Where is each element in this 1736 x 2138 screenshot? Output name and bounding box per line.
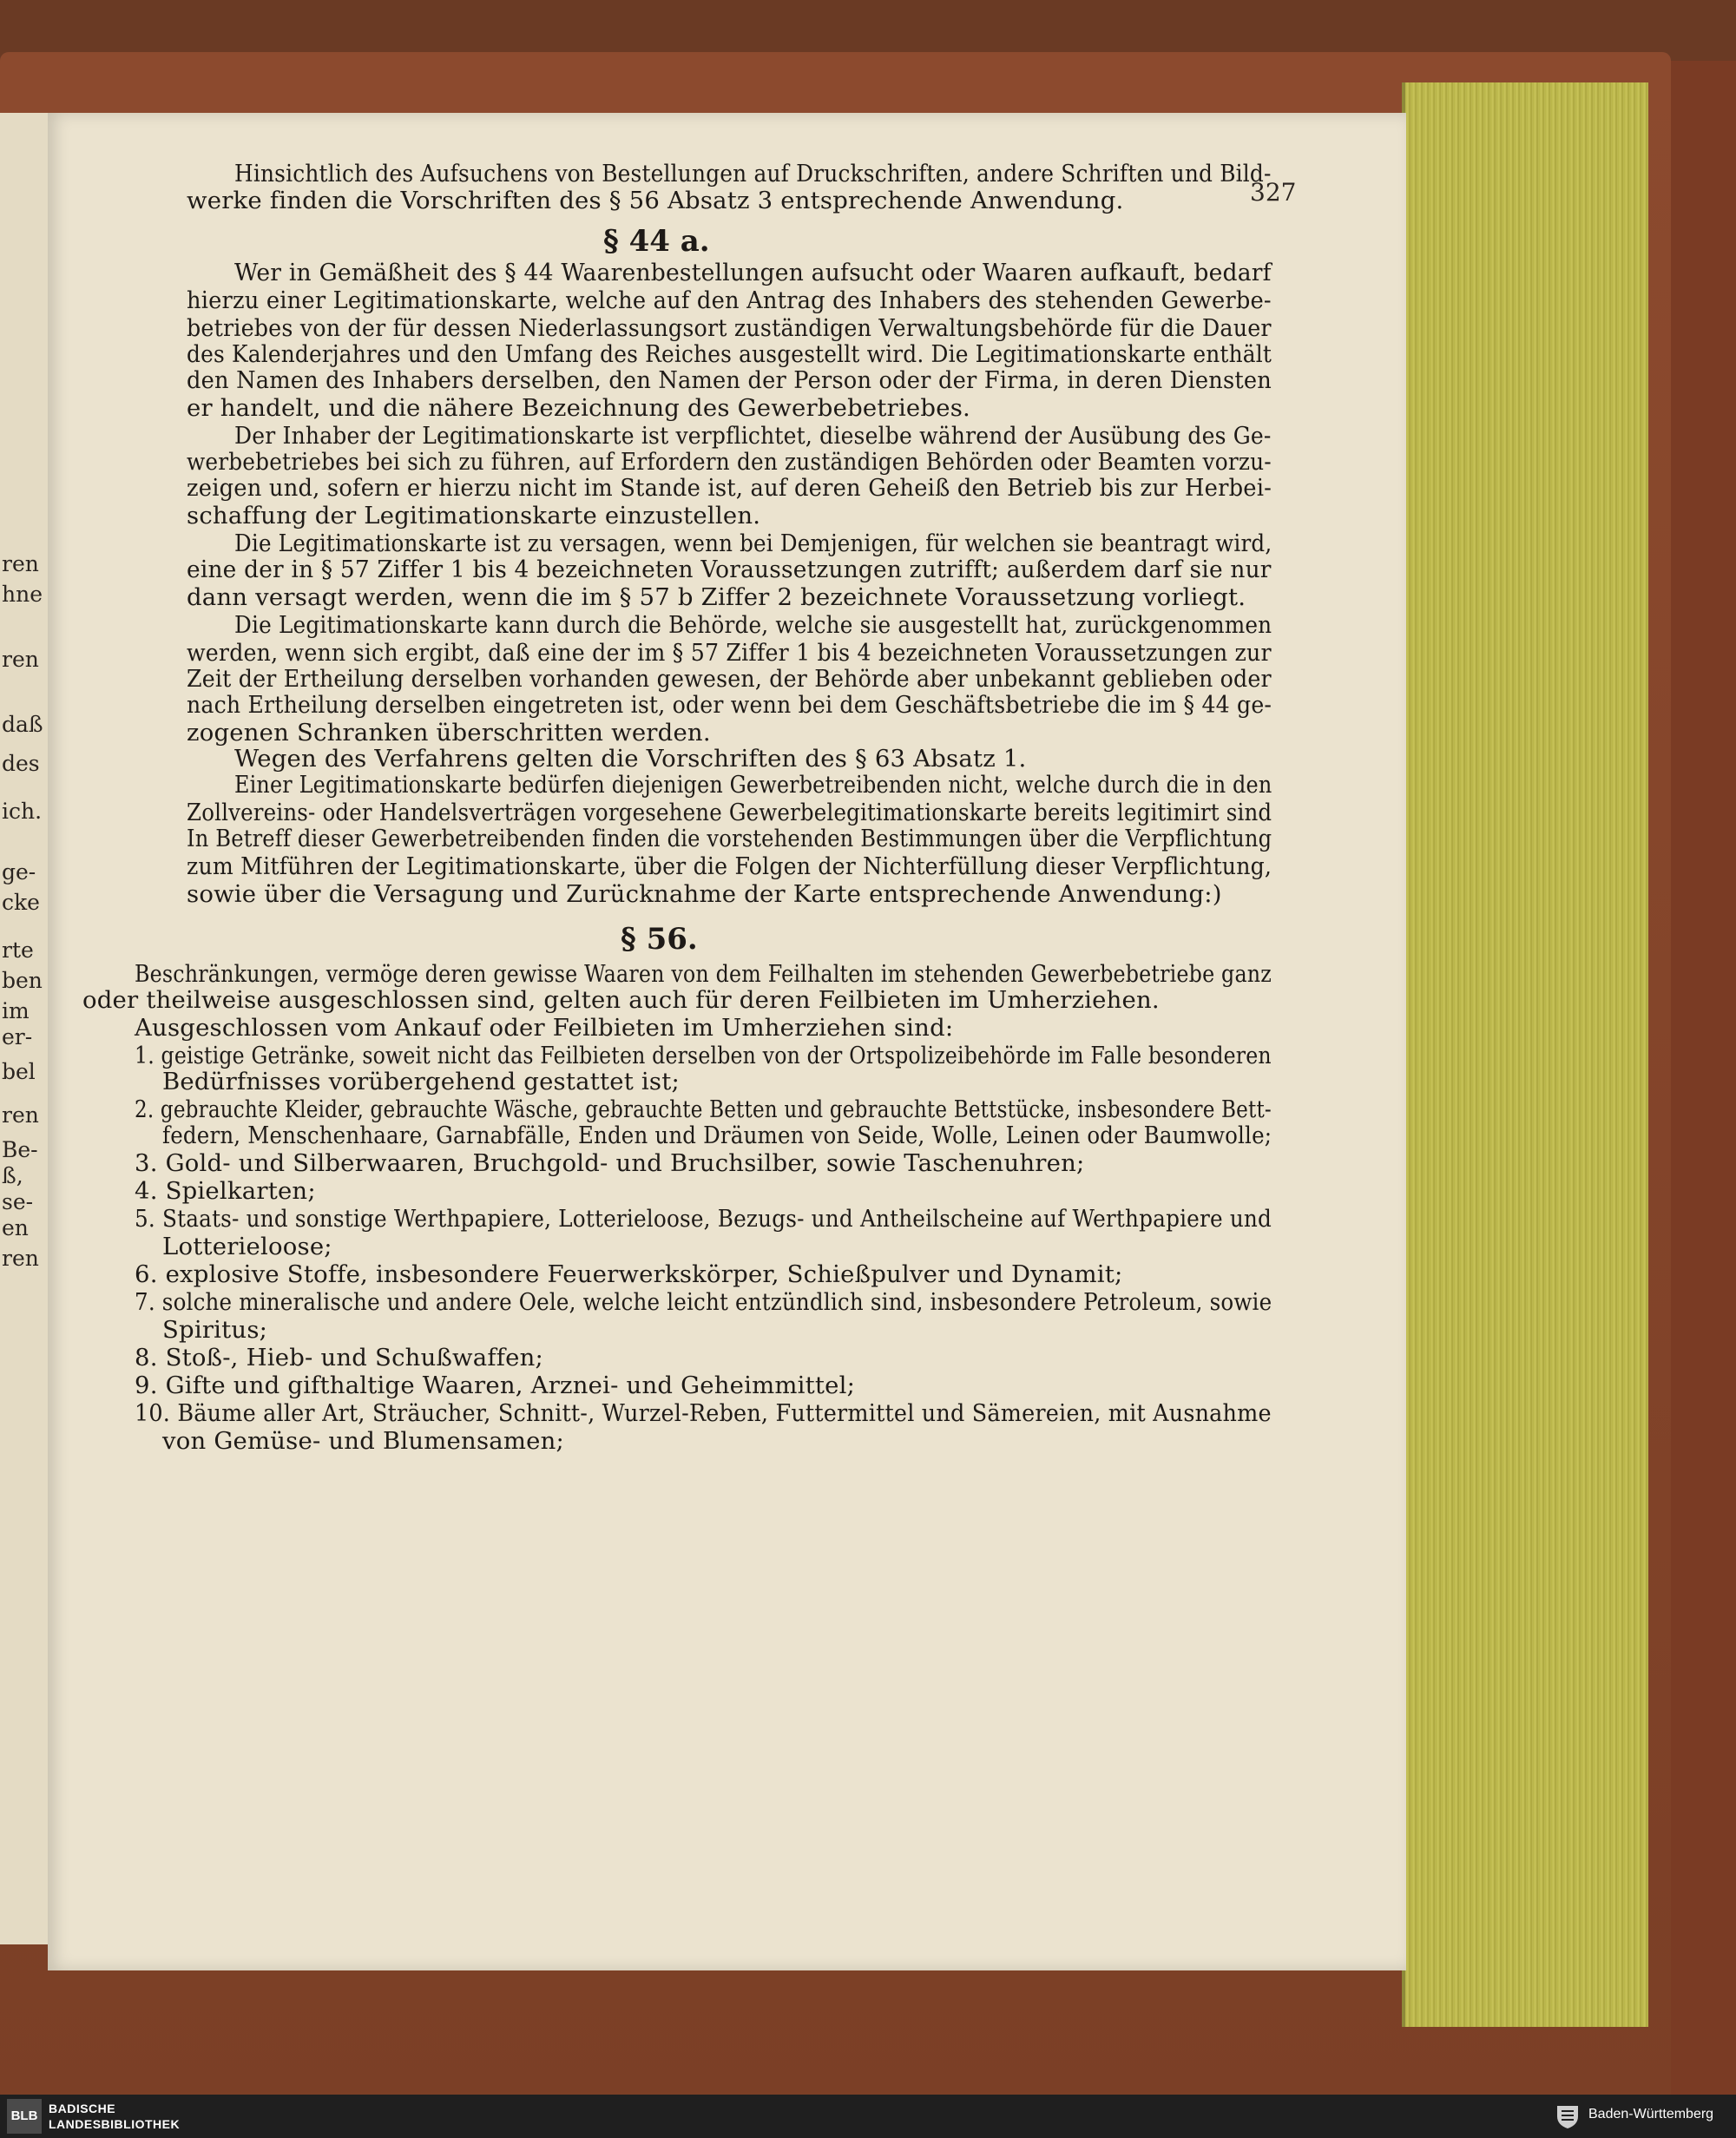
text-line: Zollvereins- oder Handelsverträgen vorgesehene Gewerbelegitimationskarte bereits legitimirt sind: [187, 799, 1272, 826]
state-name: Baden-Württemberg: [1588, 2107, 1714, 2122]
section-heading-44a: § 44 a.: [603, 224, 710, 259]
left-page-fragment: rte: [2, 937, 34, 963]
left-page-fragment: Be-: [2, 1137, 38, 1162]
left-page-fragment: ren: [2, 647, 39, 672]
text-line: des Kalenderjahres und den Umfang des Reiches ausgestellt wird. Die Legitimationskarte enthält: [187, 340, 1272, 368]
list-item: 7. solche mineralische und andere Oele, welche leicht entzündlich sind, insbesondere Petroleum, sowie: [135, 1288, 1272, 1316]
left-page-fragment: bel: [2, 1059, 36, 1084]
list-item: 8. Stoß-, Hieb- und Schußwaffen;: [135, 1344, 543, 1372]
left-page-fragment: ren: [2, 551, 39, 576]
left-page-fragment: ren: [2, 1246, 39, 1271]
list-item: 2. gebrauchte Kleider, gebrauchte Wäsche, gebrauchte Betten und gebrauchte Bettstücke, insbesondere Bett-: [135, 1095, 1272, 1123]
scanned-page: [48, 113, 1406, 1970]
list-item: 4. Spielkarten;: [135, 1177, 316, 1205]
text-line: zogenen Schranken überschritten werden.: [187, 719, 711, 747]
text-line: Hinsichtlich des Aufsuchens von Bestellungen auf Druckschriften, andere Schriften und Bild-: [234, 160, 1272, 187]
text-line: eine der in § 57 Ziffer 1 bis 4 bezeichneten Voraussetzungen zutrifft; außerdem darf sie nur: [187, 556, 1272, 583]
text-line: federn, Menschenhaare, Garnabfälle, Enden und Dräumen von Seide, Wolle, Leinen oder Baumwolle;: [162, 1122, 1272, 1149]
text-line: nach Ertheilung derselben eingetreten ist, oder wenn bei dem Geschäftsbetriebe die im § 44 ge-: [187, 691, 1272, 719]
section-heading-56: § 56.: [621, 922, 698, 957]
text-line: dann versagt werden, wenn die im § 57 b Ziffer 2 bezeichnete Voraussetzung vorliegt.: [187, 583, 1246, 611]
text-line: werden, wenn sich ergibt, daß eine der im § 57 Ziffer 1 bis 4 bezeichneten Voraussetzungen zur: [187, 639, 1272, 667]
text-line: Die Legitimationskarte ist zu versagen, wenn bei Demjenigen, für welchen sie beantragt wird,: [234, 530, 1272, 557]
text-line: sowie über die Versagung und Zurücknahme der Karte entsprechende Anwendung:): [187, 880, 1222, 908]
left-page-fragment: ich.: [2, 799, 43, 824]
text-line: Einer Legitimationskarte bedürfen diejenigen Gewerbetreibenden nicht, welche durch die in den: [234, 771, 1272, 799]
library-name-line1: BADISCHE: [49, 2102, 116, 2115]
list-item: 6. explosive Stoffe, insbesondere Feuerwerkskörper, Schießpulver und Dynamit;: [135, 1260, 1123, 1288]
page-number: 327: [1250, 178, 1297, 207]
text-line: Wer in Gemäßheit des § 44 Waarenbestellungen aufsucht oder Waaren aufkauft, bedarf: [234, 259, 1272, 286]
list-item: 9. Gifte und gifthaltige Waaren, Arznei- und Geheimmittel;: [135, 1372, 856, 1399]
text-line: Beschränkungen, vermöge deren gewisse Waaren von dem Feilhalten im stehenden Gewerbebetriebe ganz: [135, 960, 1272, 988]
left-page-fragments: [0, 113, 48, 1944]
left-page-fragment: ben: [2, 968, 43, 993]
left-page-fragment: ge-: [2, 859, 36, 885]
text-line: In Betreff dieser Gewerbetreibenden finden die vorstehenden Bestimmungen über die Verpflichtung: [187, 825, 1272, 852]
left-page-fragment: en: [2, 1215, 29, 1240]
text-line: den Namen des Inhabers derselben, den Namen der Person oder der Firma, in deren Diensten: [187, 366, 1272, 394]
left-page-margin: [0, 113, 48, 1944]
text-line: oder theilweise ausgeschlossen sind, gelten auch für deren Feilbieten im Umherziehen.: [82, 986, 1160, 1014]
left-page-fragment: se-: [2, 1189, 34, 1214]
left-page-fragment: des: [2, 751, 40, 776]
list-item: 5. Staats- und sonstige Werthpapiere, Lotterieloose, Bezugs- und Antheilscheine auf Werthpapiere und: [135, 1205, 1272, 1233]
list-item: 10. Bäume aller Art, Sträucher, Schnitt-, Wurzel-Reben, Futtermittel und Sämereien, mit Ausnahme: [135, 1399, 1272, 1427]
left-page-fragment: hne: [2, 582, 43, 607]
text-line: schaffung der Legitimationskarte einzustellen.: [187, 502, 761, 530]
page-block-edge: [1402, 82, 1648, 2027]
text-line: Lotterieloose;: [162, 1233, 332, 1260]
text-line: Wegen des Verfahrens gelten die Vorschriften des § 63 Absatz 1.: [234, 745, 1027, 773]
text-line: betriebes von der für dessen Niederlassungsort zuständigen Verwaltungsbehörde für die Dauer: [187, 314, 1272, 342]
left-page-fragment: ß,: [2, 1163, 23, 1188]
state-crest-icon: [1554, 2102, 1581, 2130]
text-line: Zeit der Ertheilung derselben vorhanden gewesen, der Behörde aber unbekannt geblieben oder: [187, 665, 1272, 693]
text-line: Spiritus;: [162, 1316, 268, 1344]
text-line: Die Legitimationskarte kann durch die Behörde, welche sie ausgestellt hat, zurückgenommen: [234, 611, 1272, 639]
text-line: hierzu einer Legitimationskarte, welche auf den Antrag des Inhabers des stehenden Gewerbe-: [187, 286, 1272, 314]
text-line: Ausgeschlossen vom Ankauf oder Feilbieten im Umherziehen sind:: [135, 1014, 954, 1042]
library-name-line2: LANDESBIBLIOTHEK: [49, 2117, 181, 2131]
text-line: Bedürfnisses vorübergehend gestattet ist;: [162, 1068, 680, 1095]
list-item: 3. Gold- und Silberwaaren, Bruchgold- und Bruchsilber, sowie Taschenuhren;: [135, 1149, 1085, 1177]
footer-bar: [0, 2095, 1736, 2138]
text-line: zeigen und, sofern er hierzu nicht im Stande ist, auf deren Geheiß den Betrieb bis zur Herbei-: [187, 474, 1272, 502]
list-item: 1. geistige Getränke, soweit nicht das Feilbieten derselben von der Ortspolizeibehörde im Falle besonderen: [135, 1042, 1272, 1069]
left-page-fragment: er-: [2, 1024, 33, 1049]
text-line: zum Mitführen der Legitimationskarte, über die Folgen der Nichterfüllung dieser Verpflichtung,: [187, 852, 1272, 880]
left-page-fragment: im: [2, 998, 30, 1023]
text-line: werbebetriebes bei sich zu führen, auf Erfordern den zuständigen Behörden oder Beamten vorzu-: [187, 448, 1272, 476]
text-line: von Gemüse- und Blumensamen;: [162, 1427, 564, 1455]
text-line: Der Inhaber der Legitimationskarte ist verpflichtet, dieselbe während der Ausübung des Ge-: [234, 422, 1272, 450]
left-page-fragment: cke: [2, 890, 40, 915]
left-page-fragment: daß: [2, 712, 43, 737]
left-page-fragment: ren: [2, 1102, 39, 1128]
text-line: werke finden die Vorschriften des § 56 Absatz 3 entsprechende Anwendung.: [187, 187, 1124, 214]
blb-logo: BLB: [7, 2099, 42, 2134]
text-line: er handelt, und die nähere Bezeichnung des Gewerbebetriebes.: [187, 394, 970, 422]
